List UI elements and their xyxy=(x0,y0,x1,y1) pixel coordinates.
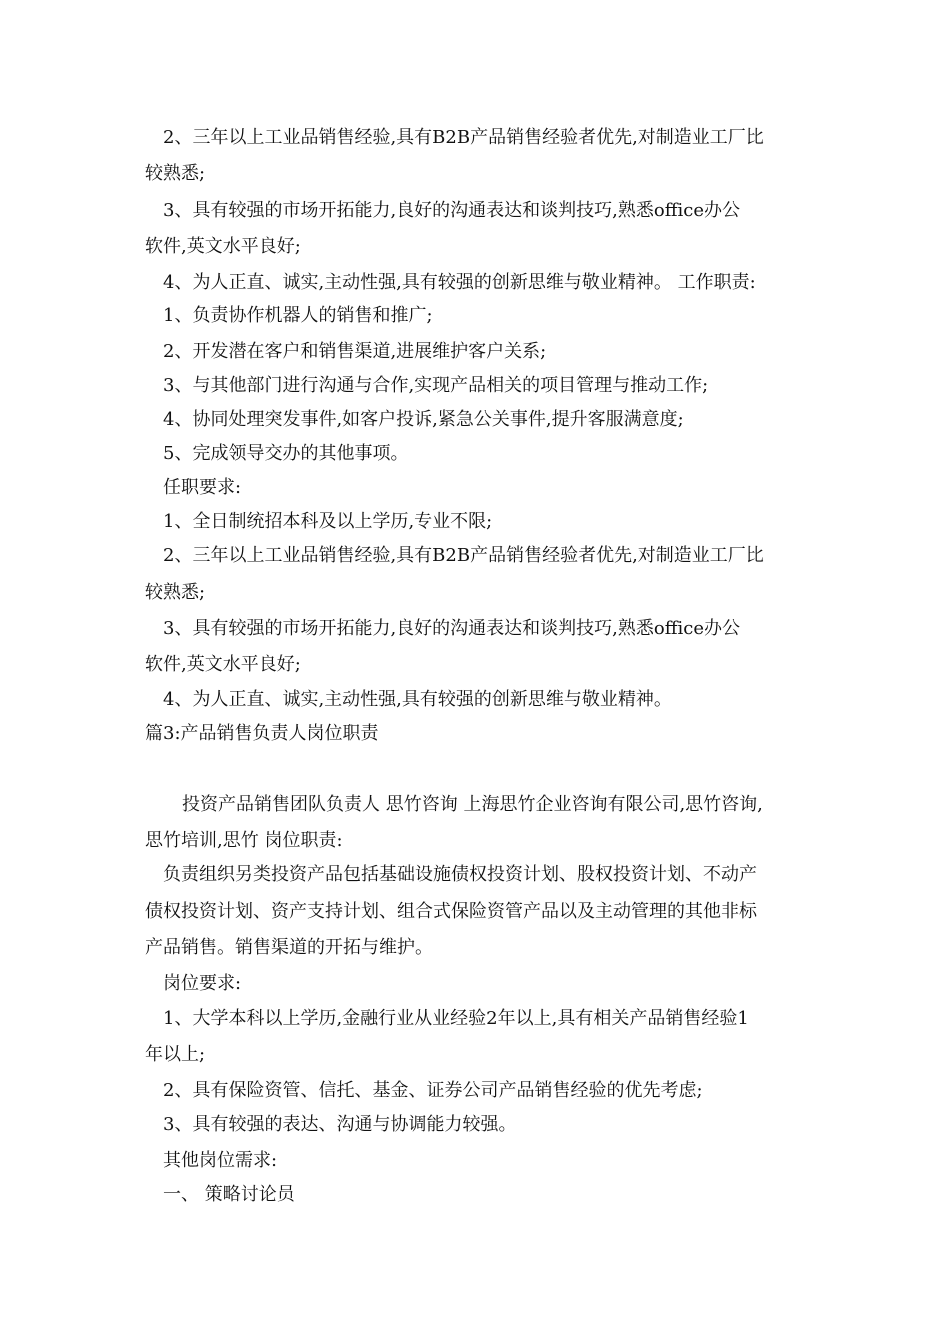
text-line: 产品销售。销售渠道的开拓与维护。 xyxy=(145,937,433,958)
text-line: 2、三年以上工业品销售经验,具有B2B产品销售经验者优先,对制造业工厂比 xyxy=(163,545,764,566)
text-line: 3、具有较强的市场开拓能力,良好的沟通表达和谈判技巧,熟悉office办公 xyxy=(163,618,741,639)
text-line: 债权投资计划、资产支持计划、组合式保险资管产品以及主动管理的其他非标 xyxy=(145,901,757,922)
text-line: 软件,英文水平良好; xyxy=(145,236,301,257)
text-line: 1、全日制统招本科及以上学历,专业不限; xyxy=(163,511,493,532)
text-line: 思竹培训,思竹 岗位职责: xyxy=(145,830,343,851)
text-line: 2、三年以上工业品销售经验,具有B2B产品销售经验者优先,对制造业工厂比 xyxy=(163,127,764,148)
text-line: 1、负责协作机器人的销售和推广; xyxy=(163,305,433,326)
section-heading: 岗位要求: xyxy=(163,973,242,994)
section-heading: 其他岗位需求: xyxy=(163,1150,278,1171)
text-line: 3、具有较强的市场开拓能力,良好的沟通表达和谈判技巧,熟悉office办公 xyxy=(163,200,741,221)
text-line: 4、为人正直、诚实,主动性强,具有较强的创新思维与敬业精神。 工作职责: xyxy=(163,272,756,293)
text-line: 1、大学本科以上学历,金融行业从业经验2年以上,具有相关产品销售经验1 xyxy=(163,1008,749,1029)
text-line: 2、开发潜在客户和销售渠道,进展维护客户关系; xyxy=(163,341,547,362)
text-line: 软件,英文水平良好; xyxy=(145,654,301,675)
chapter-heading: 篇3:产品销售负责人岗位职责 xyxy=(145,723,379,744)
text-line: 投资产品销售团队负责人 思竹咨询 上海思竹企业咨询有限公司,思竹咨询, xyxy=(182,794,763,815)
text-line: 年以上; xyxy=(145,1044,206,1065)
text-line: 5、完成领导交办的其他事项。 xyxy=(163,443,409,464)
text-line: 负责组织另类投资产品包括基础设施债权投资计划、股权投资计划、不动产 xyxy=(163,864,757,885)
text-line: 3、与其他部门进行沟通与合作,实现产品相关的项目管理与推动工作; xyxy=(163,375,709,396)
text-line: 较熟悉; xyxy=(145,582,206,603)
text-line: 2、具有保险资管、信托、基金、证券公司产品销售经验的优先考虑; xyxy=(163,1080,703,1101)
text-line: 3、具有较强的表达、沟通与协调能力较强。 xyxy=(163,1114,517,1135)
text-line: 4、协同处理突发事件,如客户投诉,紧急公关事件,提升客服满意度; xyxy=(163,409,684,430)
section-heading: 任职要求: xyxy=(163,477,242,498)
text-line: 4、为人正直、诚实,主动性强,具有较强的创新思维与敬业精神。 xyxy=(163,689,672,710)
text-line: 一、 策略讨论员 xyxy=(163,1184,295,1205)
text-line: 较熟悉; xyxy=(145,163,206,184)
